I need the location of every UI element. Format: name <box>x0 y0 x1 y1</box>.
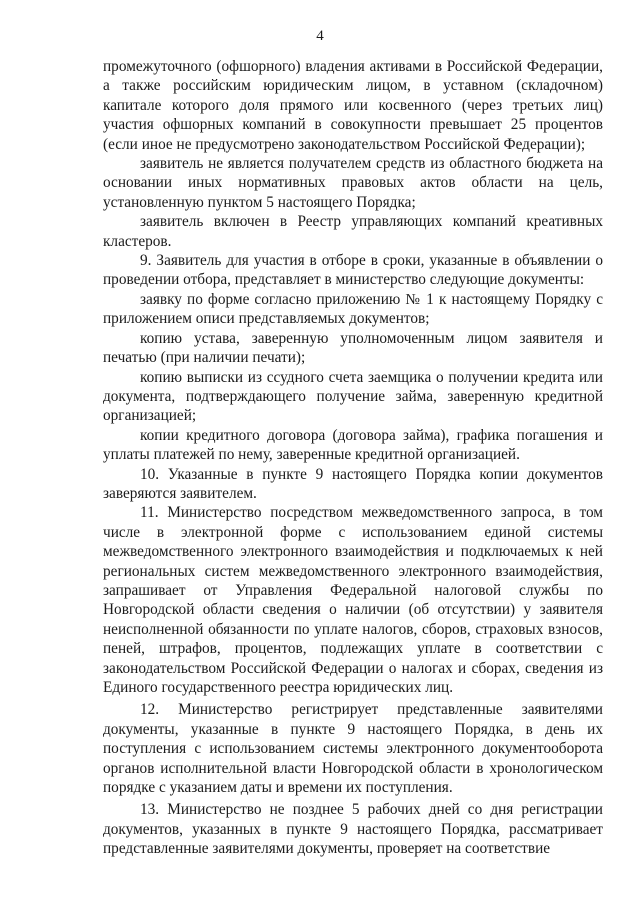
document-body <box>103 57 603 859</box>
paragraph-not-budget-recipient: заявитель не является получателем средств из областного бюджета на основании иных нормативных правовых актов области на цель, установленную пунктом 5 настоящего Порядка; <box>103 155 603 211</box>
paragraph-clause-10: 10. Указанные в пункте 9 настоящего Порядка копии документов заверяются заявителем. <box>103 465 603 502</box>
page-number: 4 <box>316 28 324 44</box>
paragraph-offshore-ownership: промежуточного (офшорного) владения активами в Российской Федерации, а также российским юридическим лицом, в уставном (складочном) капитале которого доля прямого или косвенного (через третьих лиц) участия офшорных компаний в совокупности превышает 25 процентов (если иное не предусмотрено законодательством Российской Федерации); <box>103 58 603 153</box>
paragraph-clause-9: 9. Заявитель для участия в отборе в сроки, указанные в объявлении о проведении отбора, представляет в министерство следующие документы: <box>103 252 603 289</box>
paragraph-charter-copy: копию устава, заверенную уполномоченным лицом заявителя и печатью (при наличии печати); <box>103 329 603 367</box>
paragraph-clause-11: 11. Министерство посредством межведомственного запроса, в том числе в электронной форме с использованием единой системы межведомственного электронного взаимодействия и подключаемых к ней региональных систем межведомственного электронного взаимодействия, запрашивает от Управления Федеральной налоговой службы по Новгородской области сведения о наличии (об отсутствии) у заявителя неисполненной обязанности по уплате налогов, сборов, страховых взносов, пеней, штрафов, процентов, подлежащих уплате в соответствии с законодательством Российской Федерации о налогах и сборах, сведения из Единого государственного реестра юридических лиц. <box>103 504 603 696</box>
paragraph-clause-13: 13. Министерство не позднее 5 рабочих дней со дня регистрации документов, указанных в пункте 9 настоящего Порядка, рассматривает представленные заявителями документы, проверяет на соответствие <box>103 801 603 858</box>
paragraph-clause-12: 12. Министерство регистрирует представленные заявителями документы, указанные в пункте 9 настоящего Порядка, в день их поступления с использованием системы электронного документооборота органов исполнительной власти Новгородской области в хронологическом порядке с указанием даты и времени их поступления. <box>103 701 603 797</box>
paragraph-loan-statement: копию выписки из ссудного счета заемщика о получении кредита или документа, подтверждающего получение займа, заверенную кредитной организацией; <box>103 368 603 425</box>
paragraph-loan-agreement: копии кредитного договора (договора займа), графика погашения и уплаты платежей по нему, заверенные кредитной организацией. <box>103 426 603 464</box>
paragraph-registry-inclusion: заявитель включен в Реестр управляющих компаний креативных кластеров. <box>103 213 603 250</box>
paragraph-application-form: заявку по форме согласно приложению № 1 к настоящему Порядку с приложением описи представляемых документов; <box>103 290 603 328</box>
